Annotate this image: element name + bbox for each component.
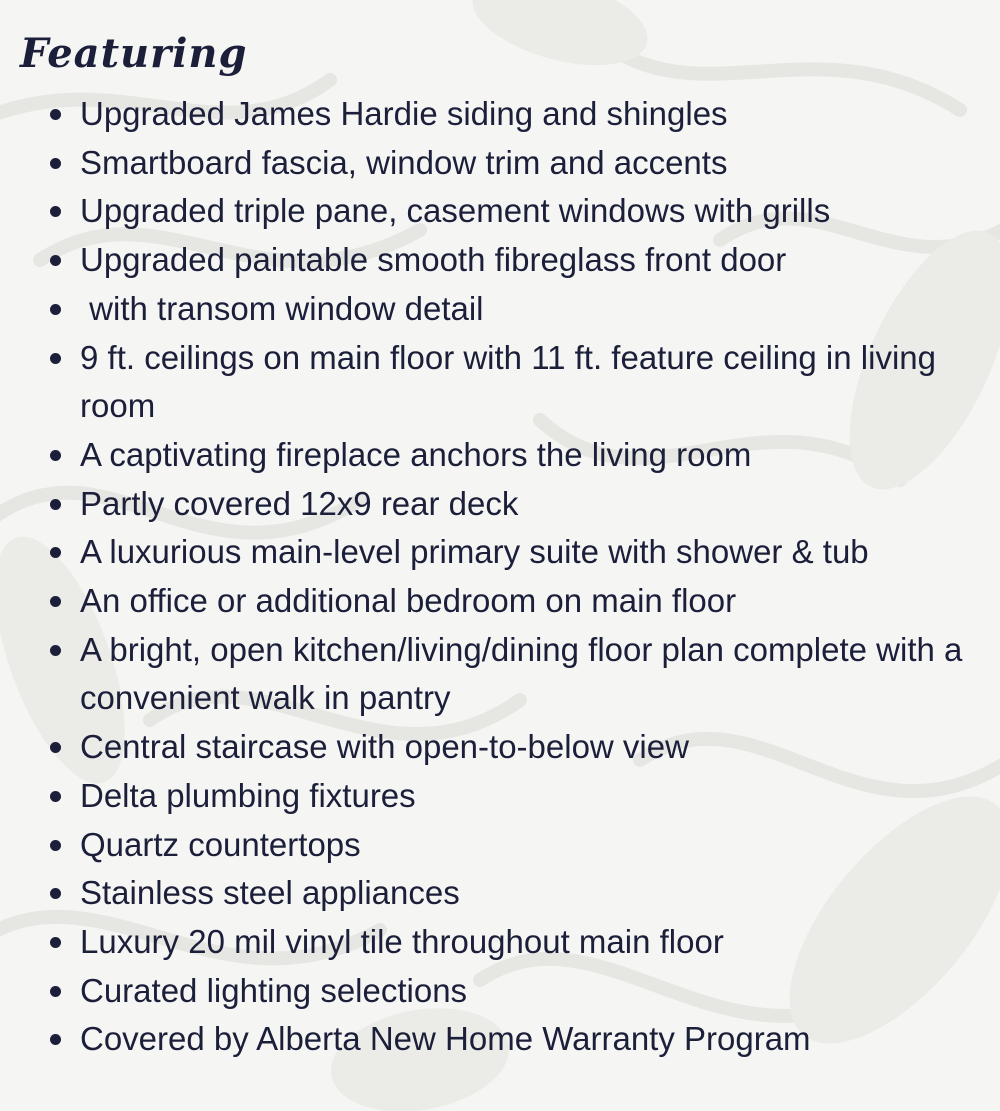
feature-list: [0, 90, 1000, 1064]
feature-text: Stainless steel appliances: [80, 874, 460, 912]
list-item: [0, 1015, 1000, 1064]
feature-text: Quartz countertops: [80, 825, 361, 863]
list-item: [0, 139, 1000, 188]
list-item: [0, 187, 1000, 236]
bullet-icon: [50, 206, 61, 217]
feature-text: An office or additional bedroom on main floor: [80, 582, 737, 620]
list-item: [0, 334, 1000, 431]
list-item: [0, 285, 1000, 334]
bullet-icon: [50, 158, 61, 169]
bullet-icon: [50, 353, 61, 364]
bullet-icon: [50, 645, 61, 656]
list-item: [0, 528, 1000, 577]
bullet-icon: [50, 450, 61, 461]
list-item: [0, 90, 1000, 139]
feature-text: Upgraded paintable smooth fibreglass front door: [80, 241, 787, 279]
list-item: [0, 723, 1000, 772]
bullet-icon: [50, 499, 61, 510]
feature-text: Delta plumbing fixtures: [80, 776, 416, 814]
list-item: [0, 626, 1000, 723]
feature-text: Partly covered 12x9 rear deck: [80, 484, 519, 522]
page-title: Featuring: [20, 30, 248, 77]
list-item: [0, 869, 1000, 918]
feature-text: A luxurious main-level primary suite with shower & tub: [80, 533, 869, 571]
bullet-icon: [50, 742, 61, 753]
bullet-icon: [50, 791, 61, 802]
feature-text: A bright, open kitchen/living/dining floor plan complete with a convenient walk in pantry: [80, 630, 972, 717]
bullet-icon: [50, 840, 61, 851]
bullet-icon: [50, 937, 61, 948]
bullet-icon: [50, 304, 61, 315]
list-item: [0, 821, 1000, 870]
feature-text: Covered by Alberta New Home Warranty Program: [80, 1020, 811, 1058]
list-item: [0, 480, 1000, 529]
bullet-icon: [50, 1034, 61, 1045]
feature-text: Central staircase with open-to-below view: [80, 728, 689, 766]
bullet-icon: [50, 547, 61, 558]
feature-text: Upgraded triple pane, casement windows with grills: [80, 192, 831, 230]
feature-text: A captivating fireplace anchors the living room: [80, 435, 752, 473]
list-item: [0, 236, 1000, 285]
list-item: [0, 577, 1000, 626]
feature-text: Smartboard fascia, window trim and accents: [80, 143, 728, 181]
bullet-icon: [50, 109, 61, 120]
feature-text: with transom window detail: [80, 289, 484, 327]
list-item: [0, 772, 1000, 821]
list-item: [0, 431, 1000, 480]
bullet-icon: [50, 255, 61, 266]
feature-text: 9 ft. ceilings on main floor with 11 ft. feature ceiling in living room: [80, 338, 946, 425]
bullet-icon: [50, 986, 61, 997]
feature-text: Curated lighting selections: [80, 971, 468, 1009]
feature-text: Luxury 20 mil vinyl tile throughout main floor: [80, 922, 724, 960]
list-item: [0, 918, 1000, 967]
list-item: [0, 967, 1000, 1016]
bullet-icon: [50, 888, 61, 899]
bullet-icon: [50, 596, 61, 607]
feature-text: Upgraded James Hardie siding and shingles: [80, 95, 728, 132]
